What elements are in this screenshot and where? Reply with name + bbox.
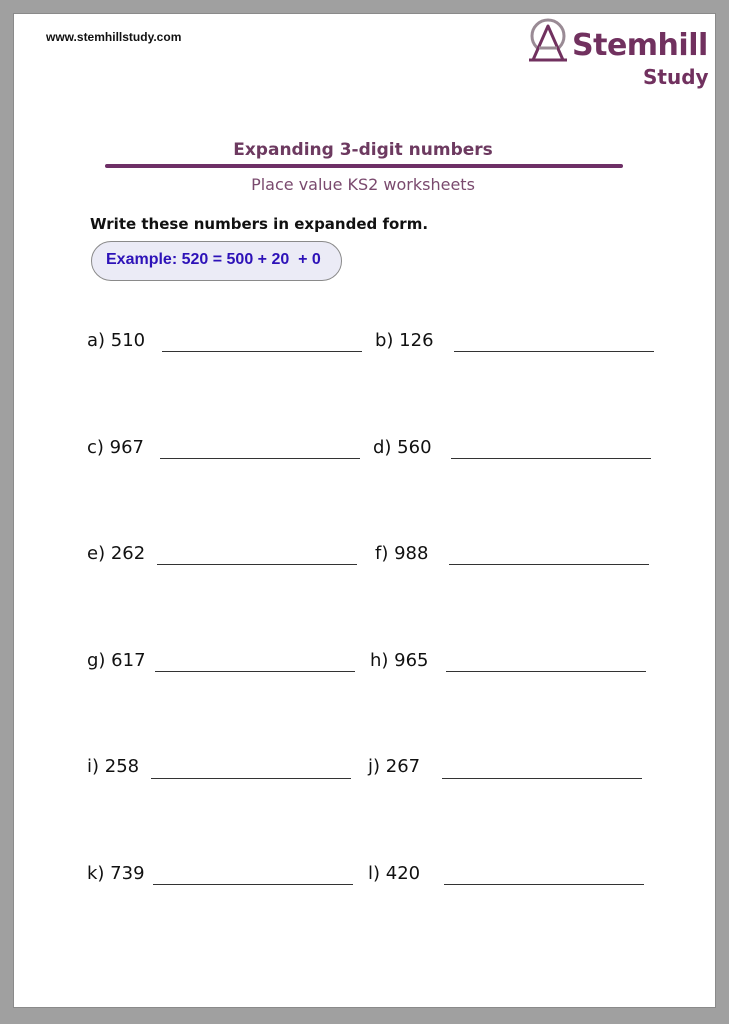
logo-pyramid-icon (526, 18, 570, 66)
question-label: c) 967 (87, 437, 144, 458)
answer-line-b[interactable] (454, 351, 654, 352)
question-label: j) 267 (368, 756, 421, 777)
question-label: k) 739 (87, 863, 145, 884)
worksheet-page (13, 13, 716, 1008)
example-text: Example: 520 = 500 + 20 + 0 (106, 251, 321, 268)
answer-line-i[interactable] (151, 778, 351, 779)
worksheet-subtitle: Place value KS2 worksheets (251, 175, 475, 194)
example-box (91, 241, 342, 281)
answer-line-f[interactable] (449, 564, 649, 565)
question-label: f) 988 (375, 543, 429, 564)
question-label: i) 258 (87, 756, 140, 777)
site-url[interactable]: www.stemhillstudy.com (46, 30, 182, 44)
answer-line-k[interactable] (153, 884, 353, 885)
question-label: g) 617 (87, 650, 146, 671)
question-label: h) 965 (370, 650, 429, 671)
question-label: b) 126 (375, 330, 434, 351)
instruction-text: Write these numbers in expanded form. (90, 215, 429, 233)
answer-line-j[interactable] (442, 778, 642, 779)
logo[interactable] (526, 18, 710, 94)
answer-line-e[interactable] (157, 564, 357, 565)
answer-line-l[interactable] (444, 884, 644, 885)
title-divider (105, 164, 623, 168)
worksheet-title: Expanding 3-digit numbers (233, 140, 493, 160)
answer-line-h[interactable] (446, 671, 646, 672)
logo-name: Stemhill (572, 28, 708, 63)
answer-line-a[interactable] (162, 351, 362, 352)
question-label: a) 510 (87, 330, 146, 351)
question-label: e) 262 (87, 543, 146, 564)
answer-line-d[interactable] (451, 458, 651, 459)
answer-line-g[interactable] (155, 671, 355, 672)
question-label: l) 420 (368, 863, 421, 884)
logo-sub: Study (643, 65, 709, 89)
answer-line-c[interactable] (160, 458, 360, 459)
question-label: d) 560 (373, 437, 432, 458)
